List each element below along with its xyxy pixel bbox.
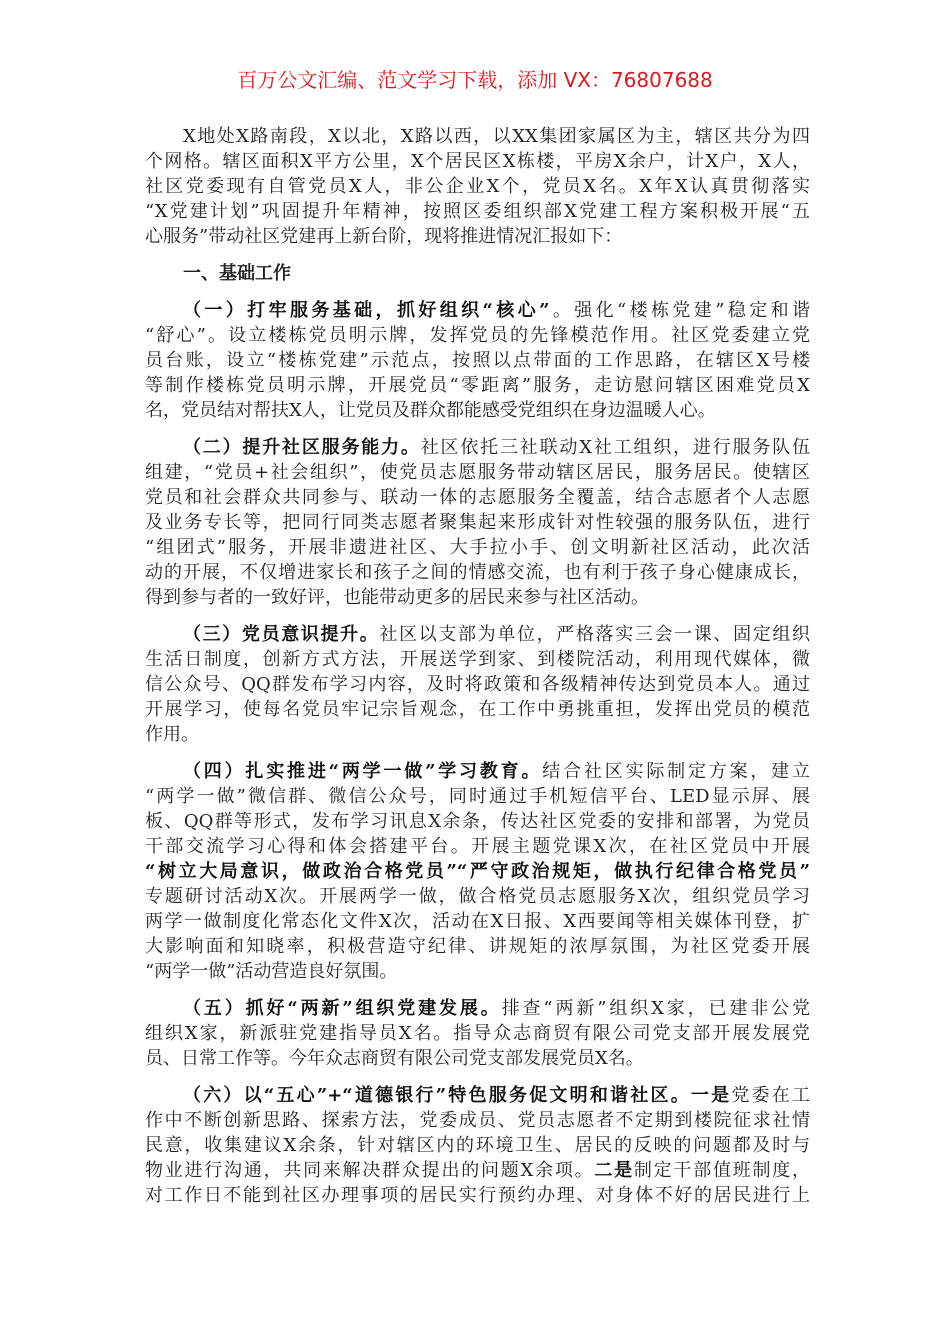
text-line [145,174,810,199]
text-run: 心服务”带动社区党建再上新台阶，现将推进情况汇报如下： [145,226,623,247]
text-line [145,996,810,1021]
text-line [145,859,810,884]
text-line [145,834,810,859]
text-line [145,959,810,984]
text-run: 社区党委现有自管党员X人，非公企业X个，党员X名。X年X认真贯彻落实 [145,176,810,197]
text-line [145,722,810,747]
section-heading [145,261,810,286]
text-run: 及业务专长等，把同行同类志愿者聚集起来形成针对性较强的服务队伍，进行 [145,512,810,533]
text-run: 板、QQ群等形式，发布学习讯息X余条，传达社区党委的安排和部署，为党员 [145,811,810,832]
text-line [145,373,810,398]
text-run: 一、基础工作 [183,263,291,284]
watermark-banner: 百万公文汇编、范文学习下载，添加 VX：76807688 [237,68,713,92]
text-run: 等制作楼栋党员明示牌，开展党员“零距离”服务，走访慰问辖区困难党员X [145,375,810,396]
text-line [145,510,810,535]
text-run: 党委在工 [731,1085,810,1106]
text-run: “两学一做”活动营造良好氛围。 [145,961,398,982]
text-line [145,398,810,423]
text-line [145,298,810,323]
text-run: 结合社区实际制定方案，建立 [542,761,810,782]
text-line [145,585,810,610]
text-line [145,323,810,348]
text-run: 排查“两新”组织X家，已建非公党 [501,998,810,1019]
text-line [145,485,810,510]
text-run: 组建，“党员+社会组织”，使党员志愿服务带动辖区居民，服务居民。使辖区 [145,462,810,483]
text-line [145,647,810,672]
text-run: 干部交流学习心得和体会搭建平台。开展主题党课X次，在社区党员中开展 [145,836,810,857]
paragraph [145,435,810,610]
text-run: X地处X路南段，X以北，X路以西，以XX集团家属区为主，辖区共分为四 [183,126,810,147]
text-run: 社区依托三社联动X社工组织，进行服务队伍 [420,437,810,458]
bold-text: （三）党员意识提升。 [183,624,380,645]
bold-text: “树立大局意识，做政治合格党员”“严守政治规矩，做执行纪律合格党员” [145,861,810,882]
text-line [145,809,810,834]
text-line [145,348,810,373]
text-line [145,261,810,286]
text-run: 作中不断创新思路、探索方法，党委成员、党员志愿者不定期到楼院征求社情 [145,1110,810,1131]
text-run: 员台账，设立“楼栋党建”示范点，按照以点带面的工作思路，在辖区X号楼 [145,350,810,371]
text-line [145,224,810,249]
text-line [145,697,810,722]
text-line [145,560,810,585]
text-line [145,622,810,647]
text-run: 民意，收集建议X余条，针对辖区内的环境卫生、居民的反映的问题都及时与 [145,1135,810,1156]
text-run: 社区以支部为单位，严格落实三会一课、固定组织 [379,624,810,645]
text-run: 专题研讨活动X次。开展两学一做，做合格党员志愿服务X次，组织党员学习 [145,886,810,907]
text-line [145,1021,810,1046]
text-run: 开展学习，使每名党员牢记宗旨观念，在工作中勇挑重担，发挥出党员的模范 [145,699,810,720]
text-line [145,199,810,224]
text-line [145,1046,810,1071]
text-run: 大影响面和知晓率，积极营造守纪律、讲规矩的浓厚氛围，为社区党委开展 [145,936,810,957]
text-line [145,1158,810,1183]
text-run: 党员和社会群众共同参与、联动一体的志愿服务全覆盖，结合志愿者个人志愿 [145,487,810,508]
text-run: “两学一做”微信群、微信公众号，同时通过手机短信平台、LED显示屏、展 [145,786,810,807]
text-run: 名，党员结对帮扶X人，让党员及群众都能感受党组织在身边温暖人心。 [145,400,716,421]
text-run: 物业进行沟通，共同来解决群众提出的问题X余项。 [145,1160,595,1181]
paragraph [145,124,810,249]
text-run: 员、日常工作等。今年众志商贸有限公司党支部发展党员X名。 [145,1048,644,1069]
bold-text: 二是 [594,1160,634,1181]
bold-text: （五）抓好“两新”组织党建发展。 [183,998,502,1019]
text-line [145,435,810,460]
text-line [145,124,810,149]
text-line [145,1183,810,1208]
text-line [145,1108,810,1133]
text-line [145,884,810,909]
text-run: “舒心”。设立楼栋党员明示牌，发挥党员的先锋模范作用。社区党委建立党 [145,325,810,346]
text-line [145,784,810,809]
paragraph [145,622,810,747]
text-run: “组团式”服务，开展非遗进社区、大手拉小手、创文明新社区活动，此次活 [145,537,810,558]
text-run: 得到参与者的一致好评，也能带动更多的居民来参与社区活动。 [145,587,649,608]
text-line [145,672,810,697]
paragraph [145,759,810,984]
bold-text: （二）提升社区服务能力。 [183,437,421,458]
text-line [145,1133,810,1158]
text-line [145,149,810,174]
paragraph [145,996,810,1071]
text-line [145,535,810,560]
paragraph [145,298,810,423]
paragraph [145,1083,810,1208]
text-line [145,1083,810,1108]
bold-text: （六）以“五心”+“道德银行”特色服务促文明和谐社区。一是 [183,1085,732,1106]
text-line [145,759,810,784]
text-run: 动的开展，不仅增进家长和孩子之间的情感交流，也有利于孩子身心健康成长， [145,562,810,583]
text-line [145,909,810,934]
bold-text: （一）打牢服务基础，抓好组织“核心” [183,300,550,321]
text-run: 组织X家，新派驻党建指导员X名。指导众志商贸有限公司党支部开展发展党 [145,1023,810,1044]
text-run: 制定干部值班制度， [633,1160,811,1181]
text-run: 。强化“楼栋党建”稳定和谐 [549,300,810,321]
text-run: 生活日制度，创新方式方法，开展送学到家、到楼院活动，利用现代媒体，微 [145,649,810,670]
text-line [145,934,810,959]
text-run: 两学一做制度化常态化文件X次，活动在X日报、X西要闻等相关媒体刊登，扩 [145,911,810,932]
bold-text: （四）扎实推进“两学一做”学习教育。 [183,761,543,782]
text-run: 信公众号、QQ群发布学习内容，及时将政策和各级精神传达到党员本人。通过 [145,674,810,695]
text-run: “X党建计划”巩固提升年精神，按照区委组织部X党建工程方案积极开展“五 [145,201,810,222]
text-run: 作用。 [145,724,199,745]
text-line [145,460,810,485]
text-run: 对工作日不能到社区办理事项的居民实行预约办理、对身体不好的居民进行上 [145,1185,810,1206]
text-run: 个网格。辖区面积X平方公里，X个居民区X栋楼，平房X余户，计X户，X人， [145,151,810,172]
document-body [145,124,810,1220]
